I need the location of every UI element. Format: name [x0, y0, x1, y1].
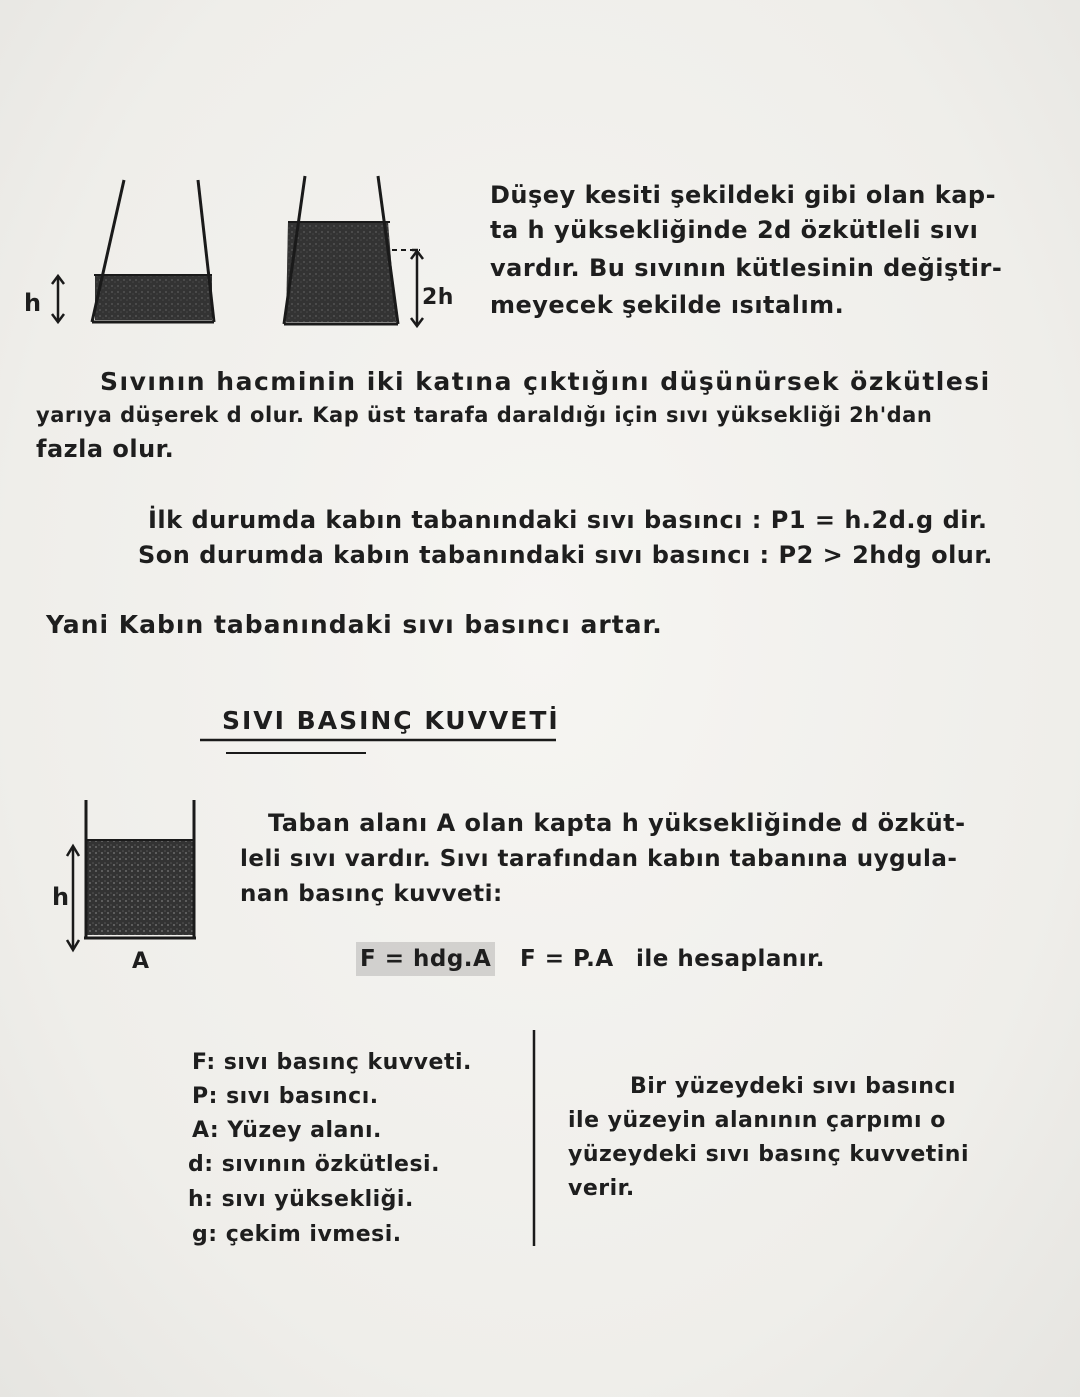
- label-h-figure2: h: [52, 883, 70, 911]
- container-figure-1: [20, 170, 480, 340]
- force-intro-line-3: nan basınç kuvveti:: [240, 881, 503, 907]
- note-line-4: verir.: [568, 1176, 635, 1201]
- explanation-line-3: fazla olur.: [36, 435, 175, 463]
- label-h-initial: h: [24, 289, 42, 317]
- pressure-final: Son durumda kabın tabanındaki sıvı basıncı : P2 > 2hdg olur.: [138, 541, 993, 569]
- formula-pa: F = P.A: [520, 946, 614, 972]
- legend-item: h: sıvı yüksekliği.: [188, 1187, 414, 1212]
- container-heated: [284, 176, 423, 326]
- formula-suffix: ile hesaplanır.: [636, 946, 825, 972]
- legend-item: P: sıvı basıncı.: [192, 1084, 379, 1109]
- section-title: SIVI BASINÇ KUVVETİ: [222, 706, 560, 735]
- legend-item: F: sıvı basınç kuvveti.: [192, 1050, 472, 1075]
- note-line-3: yüzeydeki sıvı basınç kuvvetini: [568, 1142, 969, 1167]
- note-line-2: ile yüzeyin alanının çarpımı o: [568, 1108, 946, 1133]
- legend-item: g: çekim ivmesi.: [192, 1222, 402, 1247]
- divider-line: [530, 1030, 540, 1250]
- pressure-initial: İlk durumda kabın tabanındaki sıvı basıncı : P1 = h.2d.g dir.: [148, 506, 988, 534]
- explanation-line-1: Sıvının hacminin iki katına çıktığını düşünürsek özkütlesi: [100, 367, 991, 396]
- force-intro-line-1: Taban alanı A olan kapta h yüksekliğinde d özküt-: [268, 809, 966, 837]
- intro-line-3: vardır. Bu sıvının kütlesinin değiştir-: [490, 254, 1003, 282]
- note-line-1: Bir yüzeydeki sıvı basıncı: [630, 1074, 957, 1099]
- force-intro-line-2: leli sıvı vardır. Sıvı tarafından kabın tabanına uygula-: [240, 846, 958, 872]
- explanation-line-2: yarıya düşerek d olur. Kap üst tarafa daraldığı için sıvı yüksekliği 2h'dan: [36, 403, 933, 427]
- intro-line-1: Düşey kesiti şekildeki gibi olan kap-: [490, 181, 997, 209]
- container-initial: [52, 180, 214, 322]
- label-2h-heated: 2h: [422, 285, 454, 310]
- formula-hdga: F = hdg.A: [356, 942, 495, 976]
- title-underline: [198, 735, 558, 765]
- label-A-figure2: A: [132, 949, 150, 974]
- conclusion-text: Yani Kabın tabanındaki sıvı basıncı artar.: [46, 610, 663, 639]
- intro-line-4: meyecek şekilde ısıtalım.: [490, 291, 845, 319]
- legend-item: d: sıvının özkütlesi.: [188, 1152, 440, 1177]
- legend-item: A: Yüzey alanı.: [192, 1118, 382, 1143]
- intro-line-2: ta h yüksekliğinde 2d özkütleli sıvı: [490, 216, 979, 244]
